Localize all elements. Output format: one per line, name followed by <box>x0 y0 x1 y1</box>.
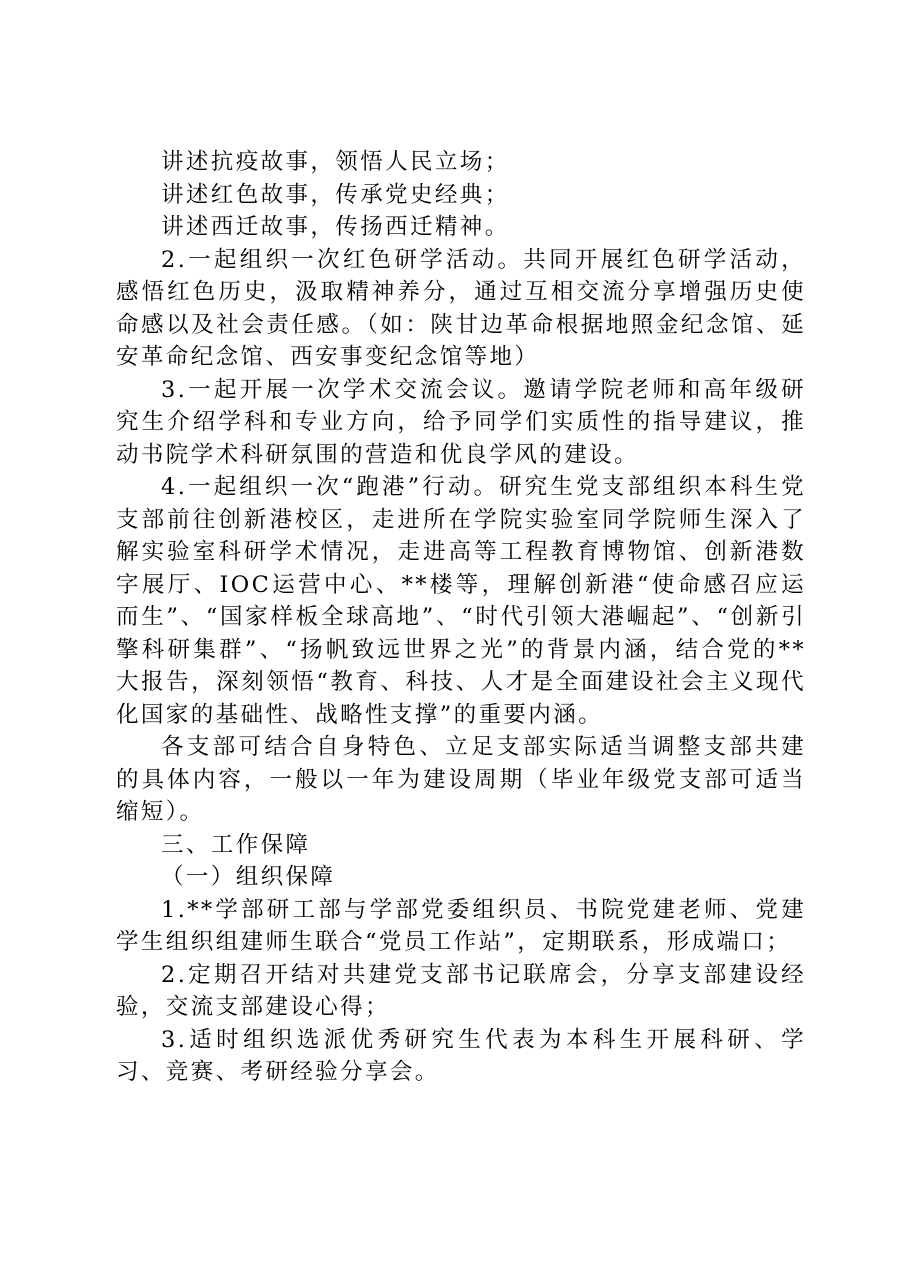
story-line-westward: 讲述西迁故事，传扬西迁精神。 <box>161 214 510 240</box>
activity-item-3: 3.一起开展一次学术交流会议。邀请学院老师和高年级研究生介绍学科和专业方向，给予同学们实质性的指导建议，推动书院学术科研氛围的营造和优良学风的建设。 <box>116 376 806 468</box>
guarantee-item-2: 2.定期召开结对共建党支部书记联席会，分享支部建设经验，交流支部建设心得； <box>116 961 806 1020</box>
guarantee-item-3: 3.适时组织选派优秀研究生代表为本科生开展科研、学习、竞赛、考研经验分享会。 <box>116 1026 806 1085</box>
guarantee-item-1: 1.**学部研工部与学部党委组织员、书院党建老师、党建学生组织组建师生联合“党员工作站”，定期联系，形成端口； <box>116 896 806 955</box>
document-page <box>116 146 806 1089</box>
subsection-heading-organization: （一）组织保障 <box>161 864 336 890</box>
adjustment-note: 各支部可结合自身特色、立足支部实际适当调整支部共建的具体内容，一般以一年为建设周期（毕业年级党支部可适当缩短）。 <box>116 734 806 825</box>
story-line-anti-epidemic: 讲述抗疫故事，领悟人民立场； <box>161 149 510 175</box>
story-line-red: 讲述红色故事，传承党史经典； <box>161 181 510 208</box>
section-heading-guarantee: 三、工作保障 <box>161 831 311 858</box>
activity-item-4: 4.一起组织一次“跑港”行动。研究生党支部组织本科生党支部前往创新港校区，走进所在学院实验室同学院师生深入了解实验室科研学术情况，走进高等工程教育博物馆、创新港数字展厅、IOC运营中心、**楼等，理解创新港“使命感召应运而生”、“国家样板全球高地”、“时代引领大港崛起”、“创新引擎科研集群”、“扬帆致远世界之光”的背景内涵，结合党的**大报告，深刻领悟“教育、科技、人才是全面建设社会主义现代化国家的基础性、战略性支撑”的重要内涵。 <box>116 474 806 728</box>
activity-item-2: 2.一起组织一次红色研学活动。共同开展红色研学活动，感悟红色历史，汲取精神养分，通过互相交流分享增强历史使命感以及社会责任感。（如：陕甘边革命根据地照金纪念馆、延安革命纪念馆、西安事变纪念馆等地） <box>116 246 806 370</box>
